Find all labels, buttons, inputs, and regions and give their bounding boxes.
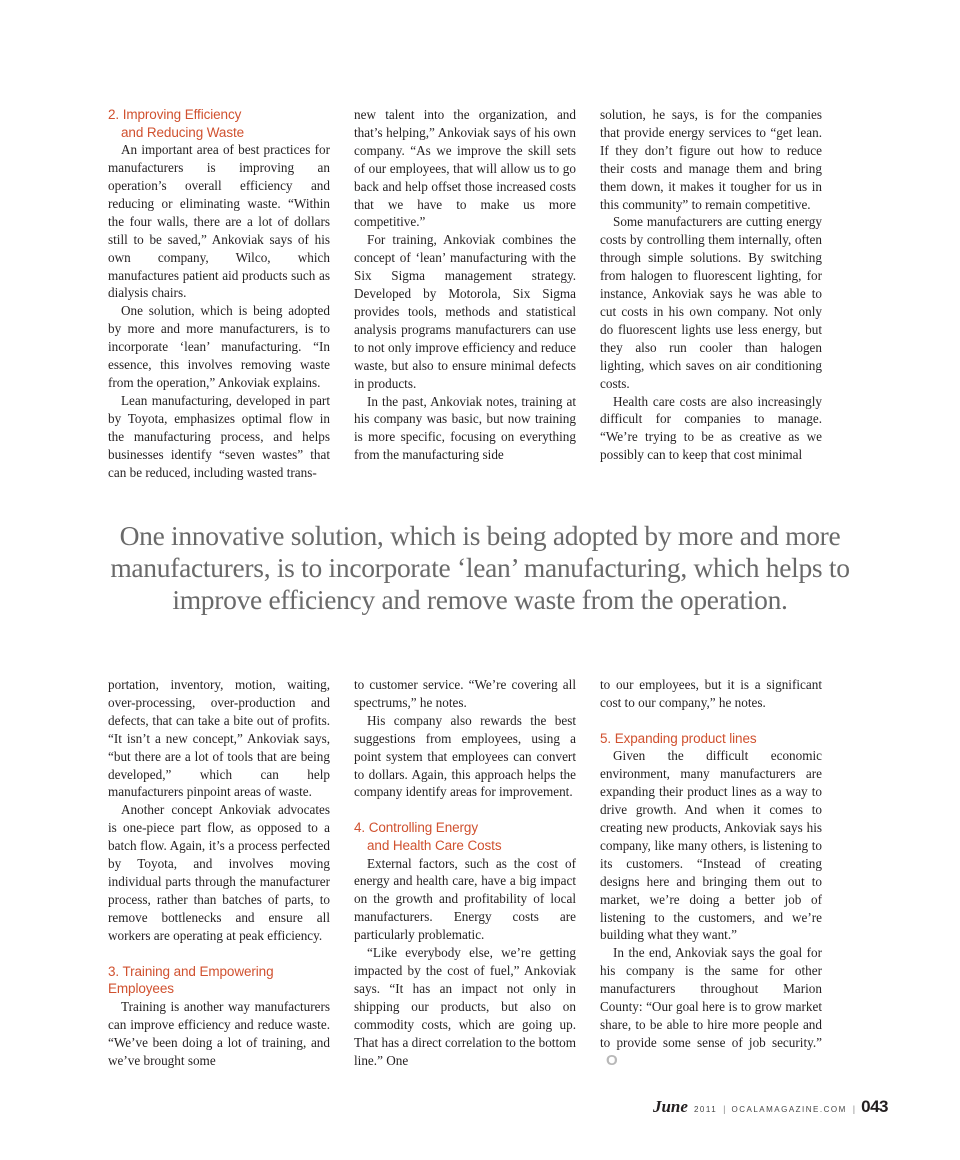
- heading-line: 2. Improving Efficiency: [108, 107, 242, 122]
- top-column-2: [354, 106, 576, 464]
- paragraph-text: In the end, Ankoviak says the goal for his company is the same for other manufacturers throughout Marion County: “Our goal here is to grow market share, to be able to hire more people and to provide some sense of job security.”: [600, 945, 822, 1050]
- paragraph: “Like everybody else, we’re getting impacted by the cost of fuel,” Ankoviak says. “It has an impact not only in shipping our products, but also on commodity costs, which are going up. That has a direct correlation to the bottom line.” One: [354, 945, 576, 1068]
- heading-line: and Reducing Waste: [121, 124, 245, 140]
- paragraph: His company also rewards the best suggestions from employees, using a point system that employees can convert to dollars. Again, this approach helps the company identify areas for improvement.: [354, 712, 576, 800]
- footer-year: 2011: [693, 1105, 718, 1114]
- paragraph: to customer service. “We’re covering all spectrums,” he notes.: [354, 677, 576, 710]
- top-column-1: [108, 106, 330, 481]
- footer-month: June: [652, 1097, 688, 1116]
- paragraph: solution, he says, is for the companies that provide energy services to “get lean. If they don’t figure out how to reduce their costs and manage them and bring them down, it makes it tougher for us in this community” to remain competitive.: [600, 107, 822, 212]
- footer-separator: |: [723, 1104, 726, 1114]
- heading-line: and Health Care Costs: [367, 837, 502, 853]
- paragraph: [600, 944, 822, 1069]
- end-of-story-icon: O: [606, 1051, 618, 1069]
- paragraph: Given the difficult economic environment, many manufacturers are expanding their product lines as a way to drive growth. And when it comes to creating new products, Ankoviak says his company, like many others, is listening to its customers. “Instead of creating designs here and bringing them out to market, we’re doing a better job of listening to the customers, and we’re building what they want.”: [600, 748, 822, 943]
- heading-line: 4. Controlling Energy: [354, 820, 478, 836]
- paragraph: One solution, which is being adopted by more and more manufacturers, is to incorporate ‘lean’ manufacturing. “In essence, this involves removing waste from the operation,” Ankoviak explains.: [108, 303, 330, 390]
- paragraph: Lean manufacturing, developed in part by Toyota, emphasizes optimal flow in the manufacturing process, and helps businesses identify “seven wastes” that can be reduced, including wasted trans-: [108, 392, 330, 480]
- section-heading-5: [600, 730, 822, 748]
- paragraph: to our employees, but it is a significant cost to our company,” he notes.: [600, 677, 822, 710]
- paragraph: Health care costs are also increasingly difficult for companies to manage. “We’re trying to be as creative as we possibly can to keep that cost minimal: [600, 393, 822, 463]
- top-column-3: [600, 106, 822, 464]
- pull-quote: One innovative solution, which is being adopted by more and more manufacturers, is to incorporate ‘lean’ manufacturing, which helps to improve efficiency and remove waste from the operation.: [110, 520, 850, 615]
- paragraph: An important area of best practices for manufacturers is improving an operation’s overall efficiency and reducing or eliminating waste. “Within the four walls, there are a lot of dollars still to be saved,” Ankoviak says of his own company, Wilco, which manufactures patient aid products such as dialysis chairs.: [108, 142, 330, 301]
- heading-line: 3. Training and Empowering Employees: [108, 963, 274, 997]
- bottom-column-3: [600, 676, 822, 1070]
- paragraph: Training is another way manufacturers can improve efficiency and reduce waste. “We’ve been doing a lot of training, and we’ve brought some: [108, 998, 330, 1068]
- footer-site: OCALAMAGAZINE.COM: [731, 1105, 847, 1114]
- bottom-column-1: [108, 676, 330, 1069]
- paragraph: In the past, Ankoviak notes, training at his company was basic, but now training is more specific, focusing on everything from the manufacturing side: [354, 393, 576, 463]
- section-heading-2: [108, 106, 330, 141]
- page-footer: [653, 1097, 888, 1117]
- paragraph: External factors, such as the cost of energy and health care, have a big impact on the growth and profitability of local manufacturers. Energy costs are particularly problematic.: [354, 855, 576, 943]
- bottom-column-2: [354, 676, 576, 1069]
- heading-line: 5. Expanding product lines: [600, 730, 757, 746]
- section-heading-4: [354, 819, 576, 854]
- footer-separator: |: [852, 1104, 856, 1114]
- section-heading-3: [108, 963, 330, 998]
- paragraph: new talent into the organization, and that’s helping,” Ankoviak says of his own company. “As we improve the skill sets of our employees, that will allow us to go back and help offset those increased costs that we have to make us more competitive.”: [354, 107, 576, 230]
- paragraph: Another concept Ankoviak advocates is one-piece part flow, as opposed to a batch flow. Again, it’s a process perfected by Toyota, and involves moving individual parts through the manufacturer process, rather than batches of parts, to remove bottlenecks and ensure all workers are operating at peak efficiency.: [108, 802, 330, 943]
- paragraph: portation, inventory, motion, waiting, over-processing, over-production and defects, that can take a bite out of profits. “It isn’t a new concept,” Ankoviak says, “but there are a lot of tools that are being developed,” which can help manufacturers pinpoint areas of waste.: [108, 677, 330, 800]
- page-number: 043: [861, 1097, 888, 1116]
- paragraph: Some manufacturers are cutting energy costs by controlling them internally, often through simple solutions. By switching from halogen to fluorescent lighting, for instance, Ankoviak says he was able to cut costs in his own company. Not only do fluorescent lights use less energy, but they also run cooler than halogen lighting, which saves on air conditioning costs.: [600, 214, 822, 391]
- paragraph: For training, Ankoviak combines the concept of ‘lean’ manufacturing with the Six Sigma management strategy. Developed by Motorola, Six Sigma provides tools, methods and statistical analysis programs manufacturers can use to not only improve efficiency and reduce waste, but also to ensure minimal defects in products.: [354, 232, 576, 391]
